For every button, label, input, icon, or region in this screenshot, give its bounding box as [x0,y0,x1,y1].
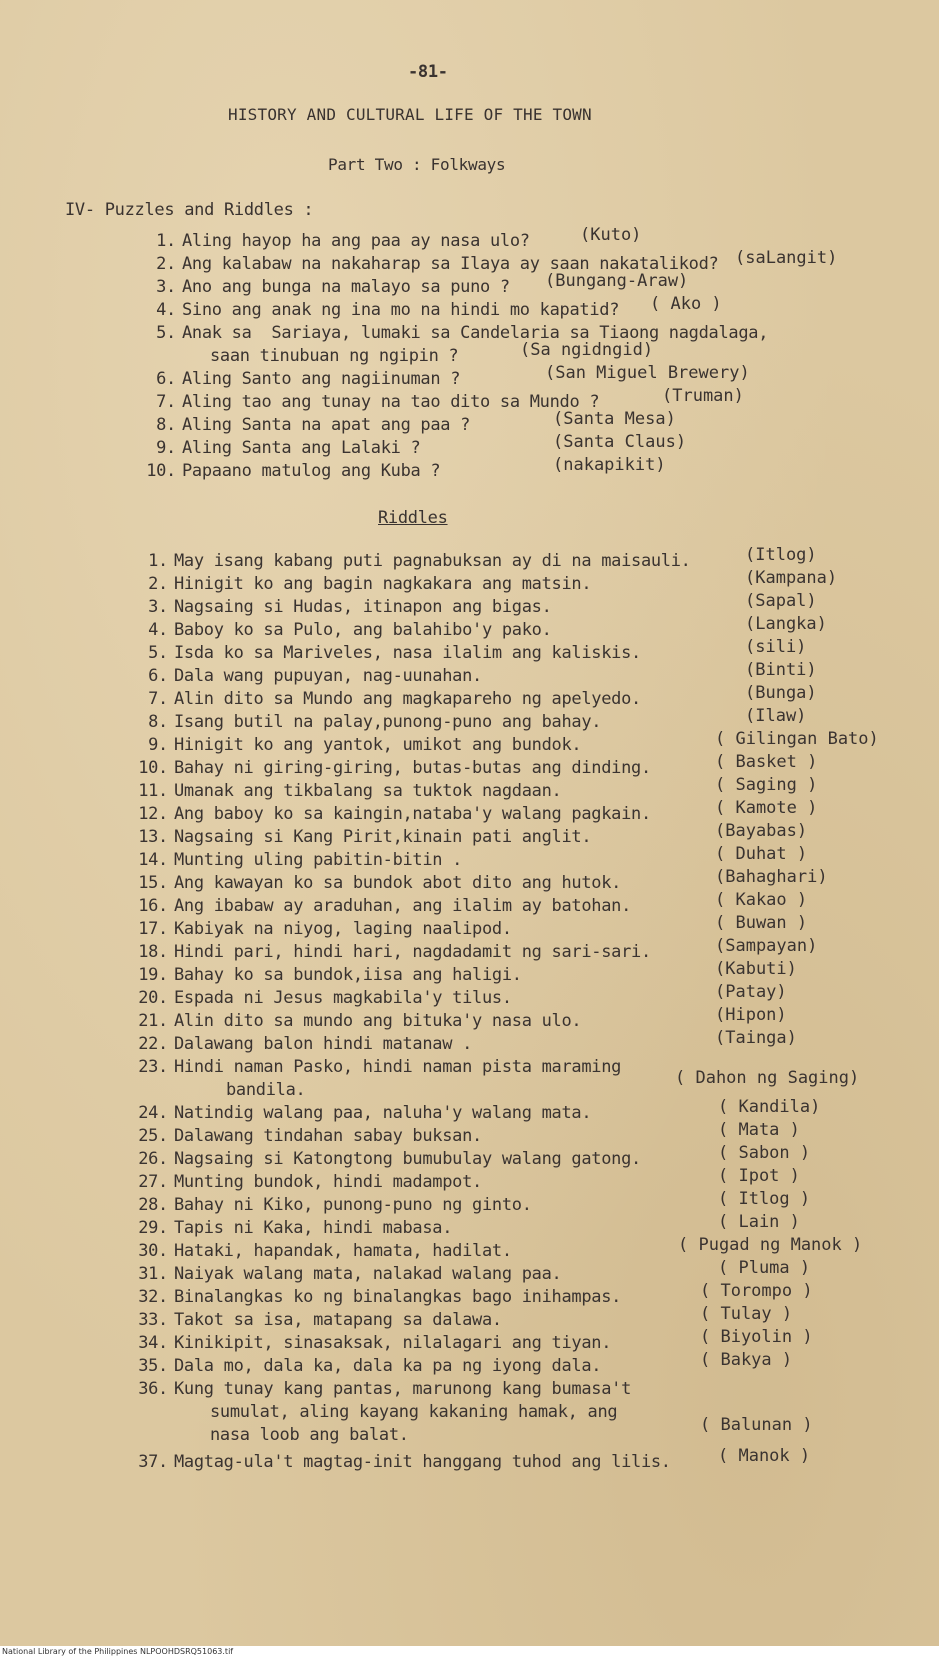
list-item: 1. Aling hayop ha ang paa ay nasa ulo? [156,231,530,251]
answer: ( Lain ) [718,1212,800,1232]
answer: (Bungang-Araw) [545,271,689,291]
list-item: 34. Kinikipit, sinasaksak, nilalagari ang tiyan. [138,1333,612,1353]
footer-caption: National Library of the Philippines NLPOOHDSRQ51063.tif [0,1646,939,1658]
list-item: 8. Aling Santa na apat ang paa ? [156,415,471,435]
list-item: 6. Dala wang pupuyan, nag-uunahan. [148,666,482,686]
answer: (Sapal) [745,591,817,611]
list-item: 19. Bahay ko sa bundok,iisa ang haligi. [138,965,522,985]
page-title: HISTORY AND CULTURAL LIFE OF THE TOWN [228,105,592,124]
list-item: 17. Kabiyak na niyog, laging naalipod. [138,919,512,939]
list-item: 26. Nagsaing si Katongtong bumubulay walang gatong. [138,1149,641,1169]
answer: (Truman) [662,386,744,406]
answer: (Binti) [745,660,817,680]
list-item: 24. Natindig walang paa, naluha'y walang mata. [138,1103,592,1123]
answer: ( Tulay ) [700,1304,793,1324]
list-item: 9. Hinigit ko ang yantok, umikot ang bundok. [148,735,582,755]
answer: (Bayabas) [715,821,808,841]
list-item: 4. Baboy ko sa Pulo, ang balahibo'y pako. [148,620,552,640]
answer: ( Pugad ng Manok ) [678,1235,863,1255]
answer: ( Balunan ) [700,1415,813,1435]
answer: ( Buwan ) [715,913,808,933]
list-item: 2. Hinigit ko ang bagin nagkakara ang matsin. [148,574,592,594]
list-item-continuation: bandila. [226,1080,306,1100]
list-item: 10. Papaano matulog ang Kuba ? [146,461,441,481]
list-item: 15. Ang kawayan ko sa bundok abot dito ang hutok. [138,873,622,893]
section-heading: IV- Puzzles and Riddles : [65,200,314,220]
list-item: 31. Naiyak walang mata, nalakad walang paa. [138,1264,562,1284]
answer: ( Gilingan Bato) [715,729,879,749]
list-item: 12. Ang baboy ko sa kaingin,nataba'y walang pagkain. [138,804,651,824]
answer: (Itlog) [745,545,817,565]
list-item: 10. Bahay ni giring-giring, butas-butas ang dinding. [138,758,651,778]
list-item: 23. Hindi naman Pasko, hindi naman pista maraming [138,1057,622,1077]
answer: (Bahaghari) [715,867,828,887]
list-item: 25. Dalawang tindahan sabay buksan. [138,1126,482,1146]
answer: (saLangit) [735,248,838,268]
list-item: 16. Ang ibabaw ay araduhan, ang ilalim ay batohan. [138,896,632,916]
answer: ( Dahon ng Saging) [675,1068,860,1088]
page-subtitle: Part Two : Folkways [328,155,506,174]
answer: ( Sabon ) [718,1143,811,1163]
list-item-continuation: sumulat, aling kayang kakaning hamak, ang [210,1402,618,1422]
answer: ( Ipot ) [718,1166,800,1186]
list-item: 29. Tapis ni Kaka, hindi mabasa. [138,1218,453,1238]
list-item: 30. Hataki, hapandak, hamata, hadilat. [138,1241,512,1261]
answer: ( Ako ) [650,294,722,314]
list-item: 36. Kung tunay kang pantas, marunong kang bumasa't [138,1379,632,1399]
answer: (Tainga) [715,1028,797,1048]
list-item: 5. Isda ko sa Mariveles, nasa ilalim ang kaliskis. [148,643,641,663]
list-item: 11. Umanak ang tikbalang sa tuktok nagdaan. [138,781,562,801]
answer: ( Basket ) [715,752,818,772]
answer: ( Saging ) [715,775,818,795]
list-item: 2. Ang kalabaw na nakaharap sa Ilaya ay saan nakatalikod? [156,254,719,274]
list-item: 37. Magtag-ula't magtag-init hanggang tuhod ang lilis. [138,1452,671,1472]
answer: ( Mata ) [718,1120,800,1140]
answer: (Langka) [745,614,827,634]
answer: (Kuto) [580,225,642,245]
answer: (Santa Mesa) [553,409,676,429]
answer: ( Pluma ) [718,1258,811,1278]
list-item: 13. Nagsaing si Kang Pirit,kinain pati anglit. [138,827,592,847]
list-item: 20. Espada ni Jesus magkabila'y tilus. [138,988,512,1008]
answer: ( Torompo ) [700,1281,813,1301]
list-item: 4. Sino ang anak ng ina mo na hindi mo kapatid? [156,300,620,320]
list-item: 33. Takot sa isa, matapang sa dalawa. [138,1310,502,1330]
answer: (Kabuti) [715,959,797,979]
answer: ( Manok ) [718,1446,811,1466]
answer: (Sa ngidngid) [520,340,654,360]
page-number: -81- [408,62,448,82]
list-item: 35. Dala mo, dala ka, dala ka pa ng iyong dala. [138,1356,602,1376]
list-item: 6. Aling Santo ang nagiinuman ? [156,369,461,389]
answer: (Sampayan) [715,936,818,956]
answer: ( Kamote ) [715,798,818,818]
list-item: 18. Hindi pari, hindi hari, nagdadamit ng sari-sari. [138,942,651,962]
list-item: 7. Alin dito sa Mundo ang magkapareho ng apelyedo. [148,689,641,709]
list-item: 3. Nagsaing si Hudas, itinapon ang bigas. [148,597,552,617]
list-item: 27. Munting bundok, hindi madampot. [138,1172,482,1192]
list-item: 21. Alin dito sa mundo ang bituka'y nasa ulo. [138,1011,582,1031]
list-item: 7. Aling tao ang tunay na tao dito sa Mundo ? [156,392,600,412]
answer: ( Duhat ) [715,844,808,864]
list-item: 1. May isang kabang puti pagnabuksan ay di na maisauli. [148,551,691,571]
answer: (Santa Claus) [553,432,687,452]
list-item: 32. Binalangkas ko ng binalangkas bago inihampas. [138,1287,622,1307]
answer: ( Kandila) [718,1097,821,1117]
list-item: 22. Dalawang balon hindi matanaw . [138,1034,473,1054]
list-item: 9. Aling Santa ang Lalaki ? [156,438,421,458]
list-item: 14. Munting uling pabitin-bitin . [138,850,463,870]
list-item: 3. Ano ang bunga na malayo sa puno ? [156,277,510,297]
answer: (Patay) [715,982,787,1002]
list-item: 5. Anak sa Sariaya, lumaki sa Candelaria sa Tiaong nagdalaga, [156,323,769,343]
answer: (Ilaw) [745,706,807,726]
answer: ( Biyolin ) [700,1327,813,1347]
answer: (sili) [745,637,807,657]
answer: ( Bakya ) [700,1350,793,1370]
list-item-continuation: saan tinubuan ng ngipin ? [210,346,459,366]
answer: (nakapikit) [553,455,666,475]
list-item: 8. Isang butil na palay,punong-puno ang bahay. [148,712,602,732]
answer: ( Itlog ) [718,1189,811,1209]
list-item-continuation: nasa loob ang balat. [210,1425,409,1445]
answer: (San Miguel Brewery) [545,363,750,383]
answer: (Hipon) [715,1005,787,1025]
riddles-heading: Riddles [378,508,448,528]
answer: (Bunga) [745,683,817,703]
answer: (Kampana) [745,568,838,588]
list-item: 28. Bahay ni Kiko, punong-puno ng ginto. [138,1195,532,1215]
answer: ( Kakao ) [715,890,808,910]
